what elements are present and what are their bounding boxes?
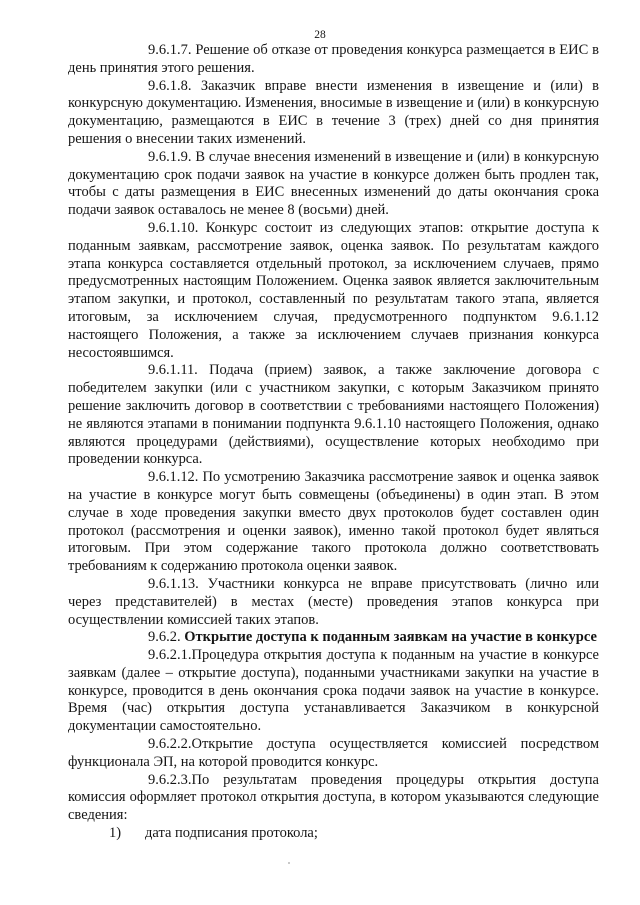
section-heading-9-6-2 [68, 629, 599, 647]
list-number: 1) [109, 825, 122, 842]
paragraph-label: 9.6.1.13. [148, 575, 199, 592]
paragraph-text: Решение об отказе от проведения конкурса размещается в ЕИС в день принятия этого решения. [68, 42, 600, 76]
paragraph-9-6-1-7 [68, 42, 599, 78]
paragraph-9-6-2-3 [68, 772, 599, 825]
paragraph-text: Процедура открытия доступа к поданным на участие в конкурсе заявкам (далее – открытие доступа), поданными участниками закупки на участие в конкурсе, проводится в день окончания срока подачи заявок на участие в конкурсе. Время (час) открытия доступа устанавливается Заказчиком в конкурсной документации самостоятельно. [68, 647, 599, 735]
paragraph-9-6-1-9 [68, 149, 599, 220]
paragraph-label: 9.6.2.1. [148, 647, 192, 664]
paragraph-label: 9.6.1.11. [148, 362, 198, 379]
paragraph-text: Подача (прием) заявок, а также заключение договора с победителем закупки (или с участником закупки, с которым Заказчиком принято решение заключить договор в соответствии с требованиями настоящего Положения) не являются этапами в понимании подпункта 9.6.1.10 настоящего Положения, однако являются процедурами (действиями), осуществление которых необходимо при проведении конкурса. [68, 362, 599, 468]
list-item [68, 825, 599, 843]
paragraph-9-6-1-8 [68, 78, 599, 149]
paragraph-text: По результатам проведения процедуры открытия доступа комиссия оформляет протокол открытия доступа, в котором указываются следующие сведения: [68, 771, 599, 824]
paragraph-label: 9.6.2.3. [148, 771, 192, 788]
paragraph-9-6-2-2 [68, 736, 599, 772]
paragraph-9-6-1-12 [68, 469, 599, 576]
paragraph-label: 9.6.1.7. [148, 42, 192, 58]
paragraph-text: Заказчик вправе внести изменения в извещение и (или) в конкурсную документацию. Изменения, вносимые в извещение и (или) в конкурсную документацию, размещаются в ЕИС в течение 3 (трех) дней со дня принятия решения о внесении таких изменений. [68, 77, 599, 147]
paragraph-9-6-2-1 [68, 647, 599, 736]
page-number: 28 [314, 29, 326, 41]
section-label: 9.6.2. [148, 629, 181, 646]
list-text: дата подписания протокола; [145, 825, 318, 842]
paragraph-label: 9.6.1.12. [148, 469, 199, 486]
paragraph-text: Конкурс состоит из следующих этапов: открытие доступа к поданным заявкам, рассмотрение заявок, оценка заявок. По результатам каждого этапа конкурса составляется отдельный протокол, за исключением случаев, прямо предусмотренных настоящим Положением. Оценка заявок является заключительным этапом закупки, и протокол, составленный по результатам такого этапа, является итоговым, за исключением случая, предусмотренного подпунктом 9.6.1.12 настоящего Положения, а также за исключением случаев признания конкурса несостоявшимся. [68, 219, 600, 361]
paragraph-text: Открытие доступа осуществляется комиссией посредством функционала ЭП, на которой проводится конкурс. [68, 736, 599, 770]
paragraph-label: 9.6.2.2. [148, 736, 192, 753]
section-title: Открытие доступа к поданным заявкам на участие в конкурсе [184, 629, 597, 646]
paragraph-9-6-1-11 [68, 362, 599, 469]
paragraph-label: 9.6.1.9. [148, 148, 192, 165]
paragraph-9-6-1-13 [68, 576, 599, 629]
paragraph-text: По усмотрению Заказчика рассмотрение заявок и оценка заявок на участие в конкурсе могут быть совмещены (объединены) в один этап. В этом случае в ходе проведения закупки вместо двух протоколов будет составлен один протокол (рассмотрения и оценки заявок), именно такой протокол будет являться итоговым. При этом содержание такого протокола должно соответствовать требованиям к содержанию протокола оценки заявок. [68, 469, 599, 575]
document-body [68, 42, 599, 843]
scan-speck [288, 862, 290, 864]
paragraph-label: 9.6.1.8. [148, 77, 192, 94]
paragraph-text: В случае внесения изменений в извещение и (или) в конкурсную документацию срок подачи заявок на участие в конкурсе должен быть продлен так, чтобы с даты размещения в ЕИС внесенных изменений до даты окончания срока подачи заявок оставалось не менее 8 (восьми) дней. [68, 148, 600, 219]
paragraph-label: 9.6.1.10. [148, 219, 199, 236]
paragraph-text: Участники конкурса не вправе присутствовать (лично или через представителей) в местах (месте) проведения этапов конкурса при осуществлении комиссией таких этапов. [68, 575, 600, 628]
paragraph-9-6-1-10 [68, 220, 599, 362]
